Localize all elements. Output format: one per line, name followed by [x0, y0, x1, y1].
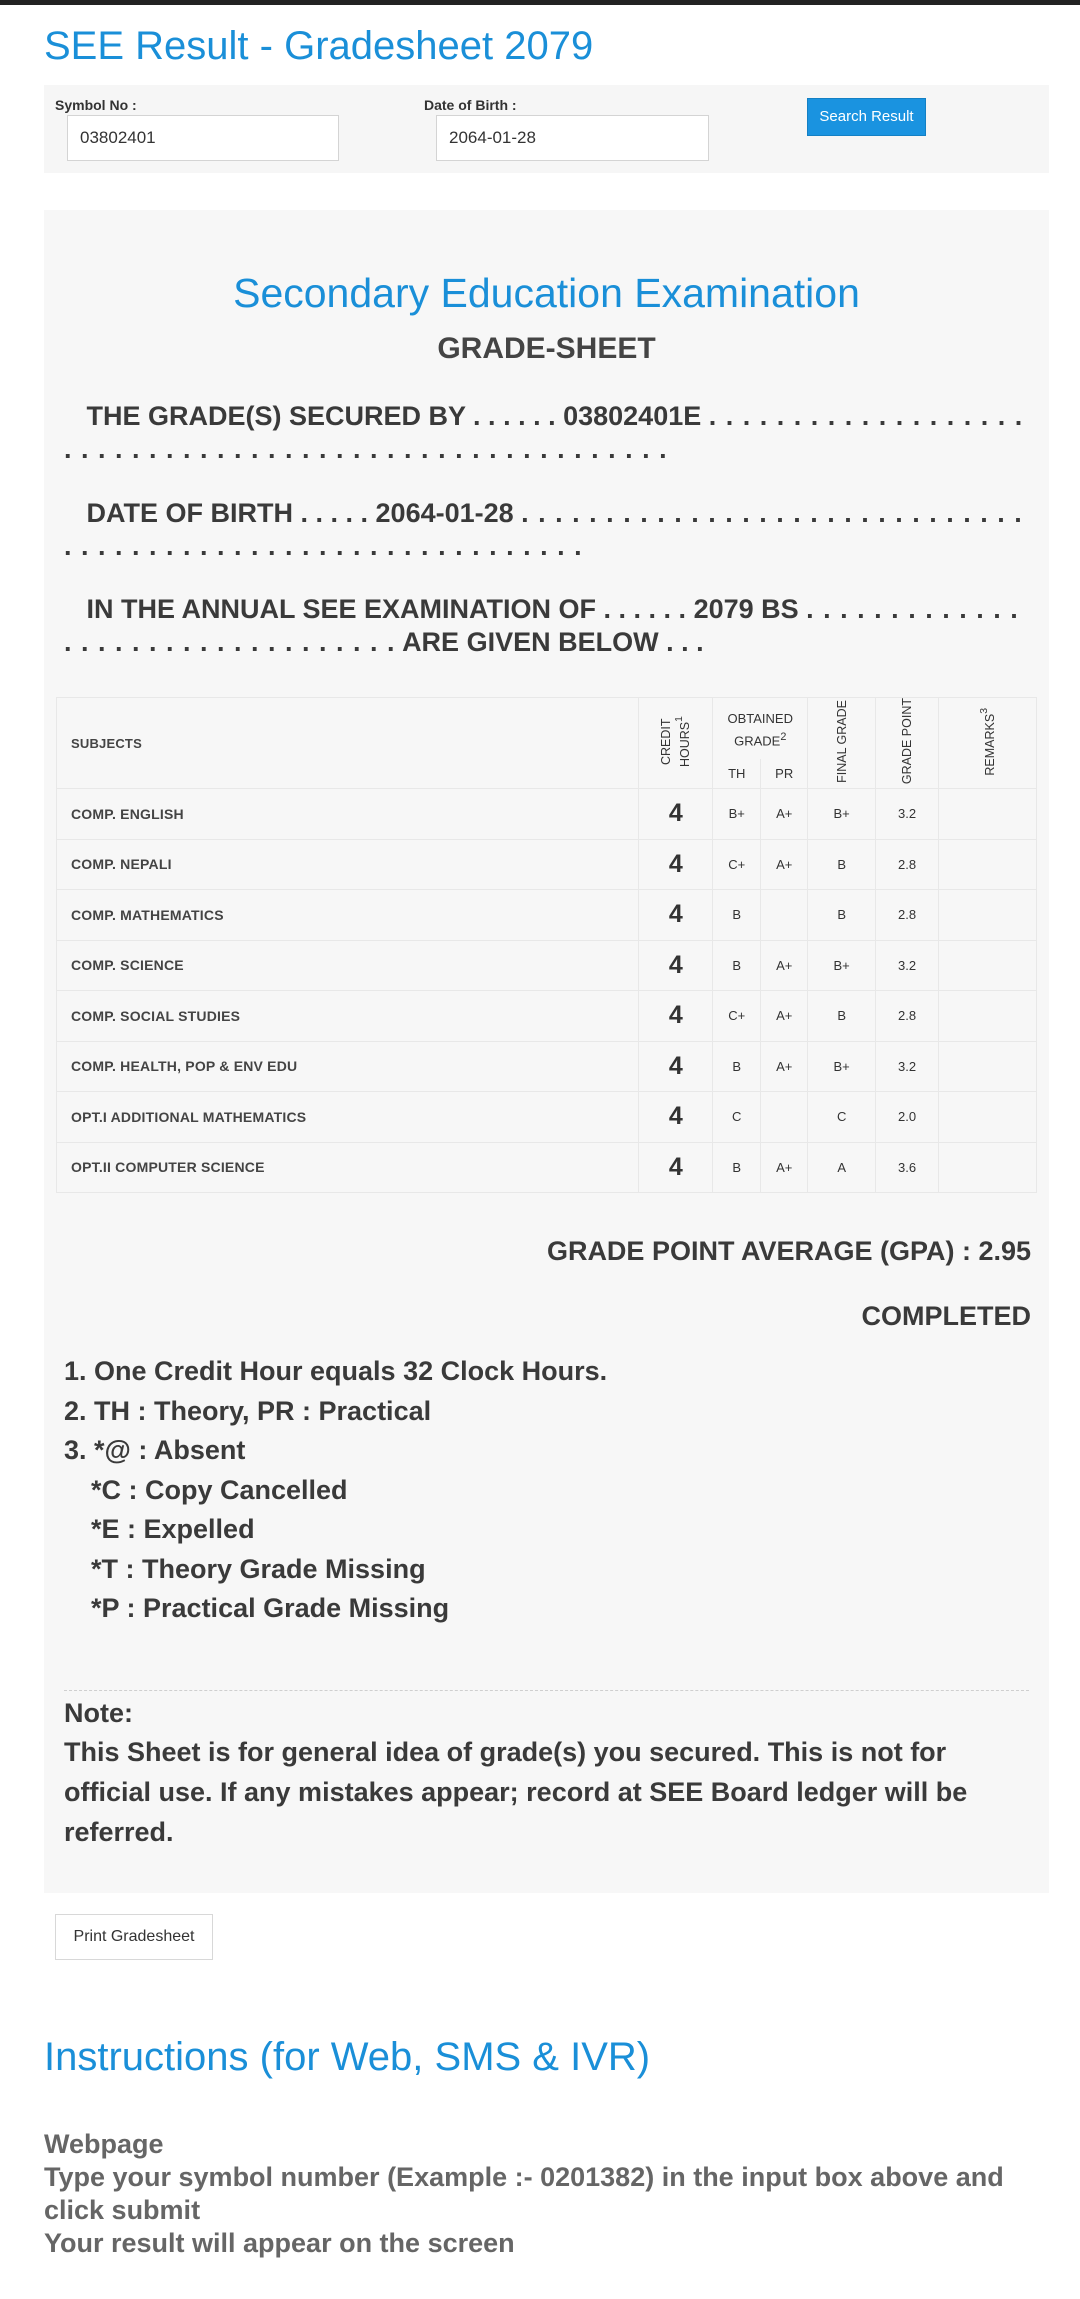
print-gradesheet-button[interactable]: Print Gradesheet — [55, 1914, 213, 1960]
note-divider — [64, 1690, 1029, 1691]
grade-point: 3.6 — [876, 1142, 939, 1193]
credit-hours-header: CREDIT HOURS$^1$ — [639, 698, 713, 789]
remarks — [939, 890, 1037, 941]
final-grade: C — [808, 1092, 876, 1143]
subject-name: OPT.II COMPUTER SCIENCE — [57, 1142, 639, 1193]
credit-hours: 4 — [639, 1092, 713, 1143]
obtained-grade-header: OBTAINED GRADE$^2$ — [713, 698, 808, 759]
gpa-summary: GRADE POINT AVERAGE (GPA) : 2.95 — [546, 1236, 1031, 1266]
final-grade: B+ — [808, 1041, 876, 1092]
final-grade-header: FINAL GRADE — [808, 698, 876, 789]
footnote-credit-hour: 1. One Credit Hour equals 32 Clock Hours. — [64, 1356, 608, 1386]
credit-hours: 4 — [639, 890, 713, 941]
final-grade: B — [808, 991, 876, 1042]
instructions-title: Instructions (for Web, SMS & IVR) — [44, 2035, 651, 2079]
table-row — [57, 991, 1037, 1042]
footnote-th-pr: 2. TH : Theory, PR : Practical — [64, 1395, 432, 1426]
remarks — [939, 839, 1037, 890]
sheet-title: Secondary Education Examination — [233, 270, 860, 316]
th-grade: B — [713, 940, 761, 991]
search-result-button[interactable]: Search Result — [807, 98, 926, 136]
dob-label: Date of Birth : — [424, 97, 517, 113]
table-row — [57, 890, 1037, 941]
table-row — [57, 1041, 1037, 1092]
final-grade: B+ — [808, 940, 876, 991]
pr-grade — [761, 890, 808, 941]
footnote-copy-cancelled: *C : Copy Cancelled — [91, 1474, 348, 1505]
secured-by-value: 03802401E — [563, 401, 702, 431]
credit-hours: 4 — [639, 1142, 713, 1193]
dob-line-value: 2064-01-28 — [375, 498, 514, 528]
th-grade: B — [713, 1041, 761, 1092]
footnotes — [64, 1352, 607, 1629]
pr-grade — [761, 1092, 808, 1143]
final-grade: A — [808, 1142, 876, 1193]
pr-grade: A+ — [761, 991, 808, 1042]
page-title: SEE Result - Gradesheet 2079 — [44, 24, 594, 68]
remarks — [939, 940, 1037, 991]
footnote-practical-missing: *P : Practical Grade Missing — [91, 1593, 450, 1623]
note-body: This Sheet is for general idea of grade(s) you secured. This is not for official use. If any mistakes appear; record at SEE Board ledger will be referred. — [64, 1737, 968, 1847]
exam-line-dots: . . . . . . . . . . . . . . . . . . . . . . . . . . . . . . . . . — [64, 594, 1019, 657]
credit-hours: 4 — [639, 991, 713, 1042]
footnote-theory-missing: *T : Theory Grade Missing — [91, 1553, 426, 1584]
grade-point: 3.2 — [876, 940, 939, 991]
subjects-header: SUBJECTS — [57, 698, 639, 789]
subject-name: COMP. HEALTH, POP & ENV EDU — [57, 1041, 639, 1092]
grade-point: 2.8 — [876, 839, 939, 890]
grade-point: 2.8 — [876, 890, 939, 941]
th-grade: C — [713, 1092, 761, 1143]
th-header: TH — [713, 759, 761, 789]
subject-name: COMP. ENGLISH — [57, 789, 639, 840]
secured-by-dots: . . . . . . . . . . . . . . . . . . . . . . . . . . . . . . . . . . . . . . . . . . . . . . . . . . . . . . . — [64, 401, 1024, 464]
pr-header: PR — [761, 759, 808, 789]
instructions-line: Your result will appear on the screen — [44, 2228, 515, 2258]
th-grade: C+ — [713, 839, 761, 890]
gradesheet — [44, 210, 1049, 1893]
table-row — [57, 1092, 1037, 1143]
instructions-line: Type your symbol number (Example :- 0201382) in the input box above and click submit — [44, 2162, 1004, 2225]
symbol-label: Symbol No : — [55, 97, 137, 113]
grade-point-header: GRADE POINT — [876, 698, 939, 789]
dob-line — [64, 497, 1029, 563]
credit-hours: 4 — [639, 940, 713, 991]
th-grade: B — [713, 890, 761, 941]
pr-grade: A+ — [761, 839, 808, 890]
grade-point: 2.0 — [876, 1092, 939, 1143]
pr-grade: A+ — [761, 1142, 808, 1193]
pr-grade: A+ — [761, 789, 808, 840]
pr-grade: A+ — [761, 1041, 808, 1092]
subject-name: OPT.I ADDITIONAL MATHEMATICS — [57, 1092, 639, 1143]
remarks-header: REMARKS$^3$ — [939, 698, 1037, 789]
th-grade: B+ — [713, 789, 761, 840]
top-border — [0, 0, 1080, 5]
credit-hours: 4 — [639, 1041, 713, 1092]
final-grade: B+ — [808, 789, 876, 840]
remarks — [939, 1041, 1037, 1092]
exam-line-value: 2079 BS — [693, 594, 799, 624]
credit-hours: 4 — [639, 839, 713, 890]
grade-point: 3.2 — [876, 789, 939, 840]
table-row — [57, 839, 1037, 890]
table-row — [57, 789, 1037, 840]
exam-line-prefix: IN THE ANNUAL SEE EXAMINATION OF . . . . . . — [86, 594, 687, 624]
table-row — [57, 1142, 1037, 1193]
note-heading: Note: — [64, 1698, 133, 1728]
subject-name: COMP. NEPALI — [57, 839, 639, 890]
remarks — [939, 991, 1037, 1042]
instructions-heading: Webpage — [44, 2129, 164, 2159]
grades-table — [56, 697, 1037, 1193]
remarks — [939, 1142, 1037, 1193]
footnote-absent: 3. *@ : Absent — [64, 1435, 246, 1465]
secured-by-line — [64, 400, 1029, 466]
grade-point: 3.2 — [876, 1041, 939, 1092]
completion-status: COMPLETED — [861, 1301, 1031, 1331]
secured-by-prefix: THE GRADE(S) SECURED BY . . . . . . — [86, 401, 556, 431]
credit-hours: 4 — [639, 789, 713, 840]
th-grade: B — [713, 1142, 761, 1193]
exam-line-suffix: ARE GIVEN BELOW . . . — [402, 627, 704, 657]
sheet-subtitle: GRADE-SHEET — [437, 332, 656, 365]
grade-point: 2.8 — [876, 991, 939, 1042]
symbol-input[interactable]: 03802401 — [67, 115, 339, 161]
subject-name: COMP. MATHEMATICS — [57, 890, 639, 941]
dob-line-prefix: DATE OF BIRTH . . . . . — [86, 498, 369, 528]
final-grade: B — [808, 839, 876, 890]
dob-input[interactable]: 2064-01-28 — [436, 115, 709, 161]
subject-name: COMP. SOCIAL STUDIES — [57, 991, 639, 1042]
exam-line — [64, 593, 1029, 659]
table-row — [57, 940, 1037, 991]
dob-line-dots: . . . . . . . . . . . . . . . . . . . . . . . . . . . . . . . . . . . . . . . . . . . . . . . . . . . . . . . . . . . . . — [64, 498, 1023, 561]
pr-grade: A+ — [761, 940, 808, 991]
instructions-body — [44, 2128, 1024, 2260]
remarks — [939, 1092, 1037, 1143]
subject-name: COMP. SCIENCE — [57, 940, 639, 991]
remarks — [939, 789, 1037, 840]
th-grade: C+ — [713, 991, 761, 1042]
footnote-expelled: *E : Expelled — [91, 1514, 255, 1544]
final-grade: B — [808, 890, 876, 941]
